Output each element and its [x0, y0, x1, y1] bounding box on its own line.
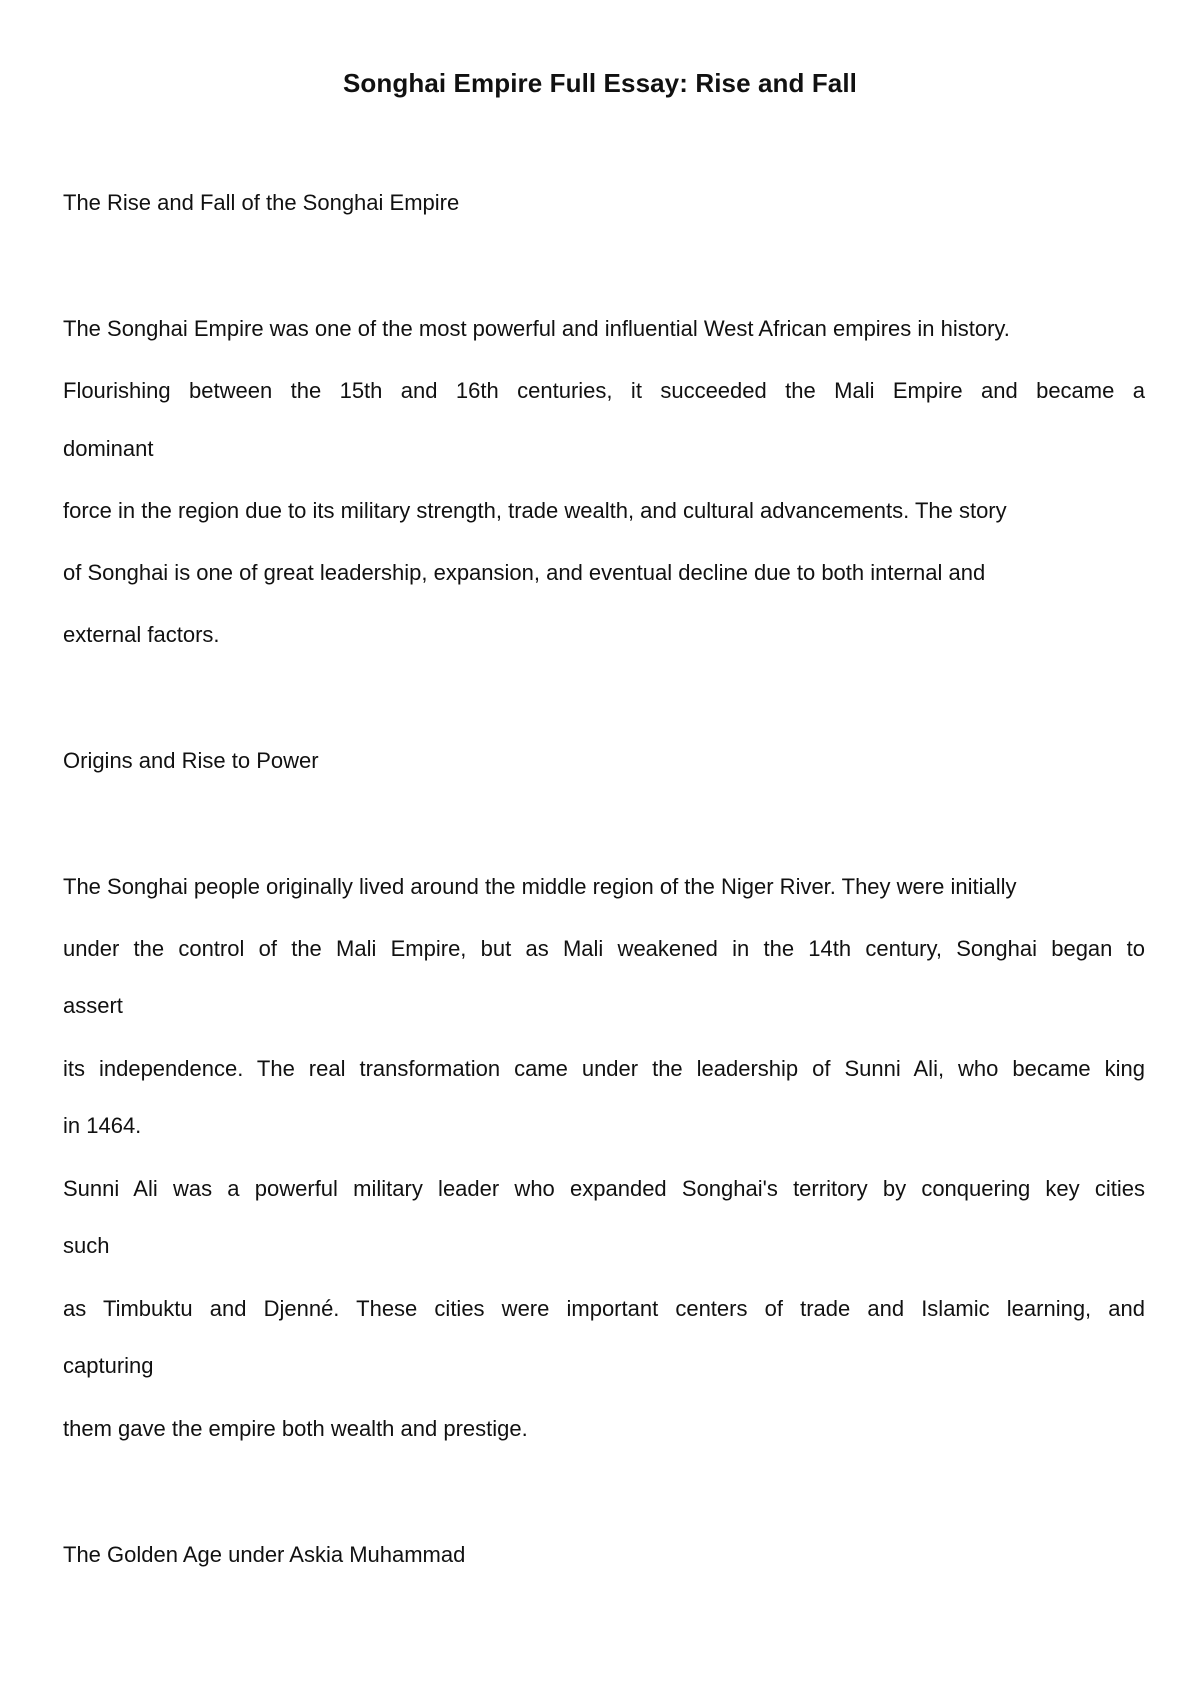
paragraph-line: Sunni Ali was a powerful military leader who expanded Songhai's territory by conquering key cities	[63, 1176, 1145, 1201]
paragraph-line: of Songhai is one of great leadership, expansion, and eventual decline due to both internal and	[63, 560, 986, 585]
paragraph-line: assert	[63, 993, 123, 1018]
paragraph-line: The Songhai people originally lived around the middle region of the Niger River. They were initially	[63, 874, 1017, 899]
paragraph-line: them gave the empire both wealth and prestige.	[63, 1416, 528, 1441]
paragraph-line: force in the region due to its military strength, trade wealth, and cultural advancements. The story	[63, 498, 1007, 523]
paragraph-line: capturing	[63, 1353, 154, 1378]
paragraph-line: such	[63, 1233, 110, 1258]
paragraph-line: Flourishing between the 15th and 16th centuries, it succeeded the Mali Empire and became a	[63, 378, 1145, 403]
paragraph-line: The Songhai Empire was one of the most powerful and influential West African empires in history.	[63, 316, 1010, 341]
paragraph-line: as Timbuktu and Djenné. These cities were important centers of trade and Islamic learning, and	[63, 1296, 1145, 1321]
heading-rise-and-fall: The Rise and Fall of the Songhai Empire	[63, 190, 460, 215]
paragraph-line: its independence. The real transformation came under the leadership of Sunni Ali, who became king	[63, 1056, 1145, 1081]
paragraph-line: external factors.	[63, 622, 220, 647]
paragraph-line: in 1464.	[63, 1113, 142, 1138]
document-title: Songhai Empire Full Essay: Rise and Fall	[342, 68, 858, 98]
paragraph-line: dominant	[63, 436, 154, 461]
heading-golden-age: The Golden Age under Askia Muhammad	[63, 1542, 466, 1567]
heading-origins: Origins and Rise to Power	[63, 748, 319, 773]
paragraph-line: under the control of the Mali Empire, but as Mali weakened in the 14th century, Songhai began to	[63, 936, 1145, 961]
